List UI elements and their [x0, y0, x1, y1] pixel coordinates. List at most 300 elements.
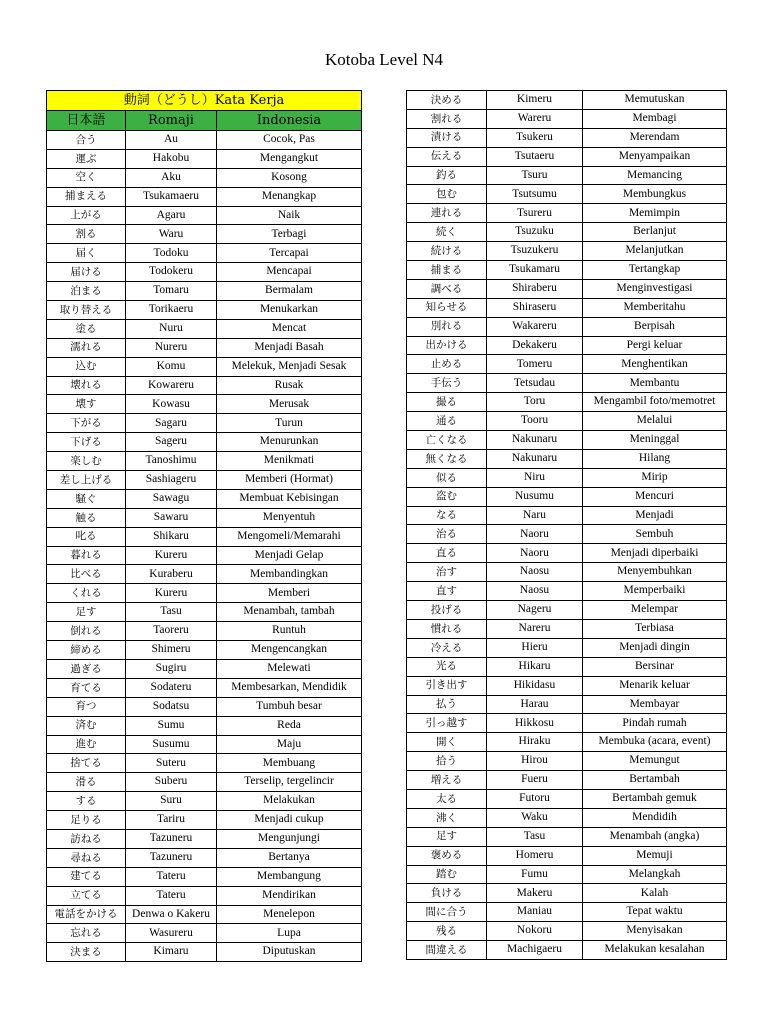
indonesia-cell: Tertangkap	[583, 261, 727, 280]
indonesia-cell: Membuka (acara, event)	[583, 733, 727, 752]
indonesia-cell: Memutuskan	[583, 91, 727, 110]
table-row	[407, 317, 727, 336]
japanese-cell: 触る	[47, 508, 126, 527]
indonesia-cell: Merusak	[217, 395, 362, 414]
indonesia-cell: Menyentuh	[217, 508, 362, 527]
romaji-cell: Susumu	[126, 735, 217, 754]
romaji-cell: Dekakeru	[487, 336, 583, 355]
romaji-cell: Hikkosu	[487, 714, 583, 733]
romaji-cell: Wasureru	[126, 924, 217, 943]
table-row	[47, 754, 362, 773]
table-row	[407, 449, 727, 468]
japanese-cell: 太る	[407, 789, 487, 808]
japanese-cell: 負ける	[407, 884, 487, 903]
japanese-cell: 伝える	[407, 147, 487, 166]
japanese-cell: 壊す	[47, 395, 126, 414]
indonesia-cell: Mengomeli/Memarahi	[217, 527, 362, 546]
indonesia-cell: Maju	[217, 735, 362, 754]
japanese-cell: なる	[407, 506, 487, 525]
table-row	[47, 244, 362, 263]
table-row	[407, 506, 727, 525]
romaji-cell: Aku	[126, 168, 217, 187]
japanese-cell: 拾う	[407, 752, 487, 771]
japanese-cell: 下がる	[47, 414, 126, 433]
table-row	[47, 546, 362, 565]
indonesia-cell: Melekuk, Menjadi Sesak	[217, 357, 362, 376]
japanese-cell: 増える	[407, 771, 487, 790]
romaji-cell: Tomaru	[126, 282, 217, 301]
japanese-cell: 差し上げる	[47, 471, 126, 490]
japanese-cell: 治る	[407, 525, 487, 544]
romaji-cell: Tazuneru	[126, 829, 217, 848]
table-row	[47, 641, 362, 660]
romaji-cell: Hikaru	[487, 657, 583, 676]
japanese-cell: 治す	[407, 563, 487, 582]
japanese-cell: 騒ぐ	[47, 489, 126, 508]
japanese-cell: 届ける	[47, 263, 126, 282]
japanese-cell: 立てる	[47, 886, 126, 905]
indonesia-cell: Mengunjungi	[217, 829, 362, 848]
table-row	[47, 905, 362, 924]
indonesia-cell: Tepat waktu	[583, 903, 727, 922]
table-row	[407, 922, 727, 941]
table-row	[407, 789, 727, 808]
table-row	[47, 584, 362, 603]
romaji-cell: Au	[126, 131, 217, 150]
japanese-cell: 間違える	[407, 941, 487, 960]
table-row	[407, 279, 727, 298]
romaji-cell: Hieru	[487, 638, 583, 657]
indonesia-cell: Membuat Kebisingan	[217, 489, 362, 508]
japanese-cell: 込む	[47, 357, 126, 376]
romaji-cell: Tetsudau	[487, 374, 583, 393]
table-row	[47, 471, 362, 490]
japanese-cell: 払う	[407, 695, 487, 714]
romaji-cell: Agaru	[126, 206, 217, 225]
indonesia-cell: Membagi	[583, 109, 727, 128]
table-row	[47, 452, 362, 471]
japanese-cell: 褒める	[407, 846, 487, 865]
table-row	[407, 204, 727, 223]
indonesia-cell: Hilang	[583, 449, 727, 468]
group-header-row	[47, 91, 362, 111]
romaji-cell: Kowasu	[126, 395, 217, 414]
indonesia-cell: Menjadi diperbaiki	[583, 544, 727, 563]
romaji-cell: Kowareru	[126, 376, 217, 395]
romaji-cell: Tanoshimu	[126, 452, 217, 471]
romaji-cell: Sugiru	[126, 659, 217, 678]
indonesia-cell: Menambah (angka)	[583, 827, 727, 846]
japanese-cell: 出かける	[407, 336, 487, 355]
table-row	[407, 431, 727, 450]
table-row	[407, 582, 727, 601]
vocab-table-left	[46, 90, 362, 962]
table-row	[407, 525, 727, 544]
japanese-cell: 倒れる	[47, 622, 126, 641]
table-row	[47, 131, 362, 150]
romaji-cell: Waku	[487, 808, 583, 827]
japanese-cell: 届く	[47, 244, 126, 263]
romaji-cell: Tazuneru	[126, 848, 217, 867]
romaji-cell: Niru	[487, 468, 583, 487]
japanese-cell: 割れる	[407, 109, 487, 128]
romaji-cell: Kureru	[126, 546, 217, 565]
japanese-cell: 運ぶ	[47, 149, 126, 168]
japanese-cell: くれる	[47, 584, 126, 603]
romaji-cell: Nakunaru	[487, 449, 583, 468]
romaji-cell: Komu	[126, 357, 217, 376]
table-row	[47, 489, 362, 508]
table-row	[407, 827, 727, 846]
japanese-cell: 無くなる	[407, 449, 487, 468]
romaji-cell: Homeru	[487, 846, 583, 865]
japanese-cell: 決める	[407, 91, 487, 110]
indonesia-cell: Membandingkan	[217, 565, 362, 584]
romaji-cell: Kimaru	[126, 943, 217, 962]
indonesia-cell: Runtuh	[217, 622, 362, 641]
table-row	[407, 147, 727, 166]
romaji-cell: Hakobu	[126, 149, 217, 168]
romaji-cell: Makeru	[487, 884, 583, 903]
indonesia-cell: Meninggal	[583, 431, 727, 450]
japanese-cell: 光る	[407, 657, 487, 676]
indonesia-cell: Tumbuh besar	[217, 697, 362, 716]
romaji-cell: Futoru	[487, 789, 583, 808]
indonesia-cell: Memancing	[583, 166, 727, 185]
table-row	[47, 149, 362, 168]
romaji-cell: Tsuru	[487, 166, 583, 185]
table-row	[407, 261, 727, 280]
japanese-cell: 盗む	[407, 487, 487, 506]
table-row	[47, 338, 362, 357]
indonesia-cell: Merendam	[583, 128, 727, 147]
indonesia-cell: Diputuskan	[217, 943, 362, 962]
japanese-cell: 比べる	[47, 565, 126, 584]
japanese-cell: 知らせる	[407, 298, 487, 317]
indonesia-cell: Menghentikan	[583, 355, 727, 374]
japanese-cell: 沸く	[407, 808, 487, 827]
romaji-cell: Tsukeru	[487, 128, 583, 147]
indonesia-cell: Membangung	[217, 867, 362, 886]
japanese-cell: 続く	[407, 223, 487, 242]
japanese-cell: 調べる	[407, 279, 487, 298]
japanese-cell: 下げる	[47, 433, 126, 452]
romaji-cell: Todokeru	[126, 263, 217, 282]
romaji-cell: Sageru	[126, 433, 217, 452]
indonesia-cell: Membantu	[583, 374, 727, 393]
romaji-cell: Tsuzuku	[487, 223, 583, 242]
indonesia-cell: Memberitahu	[583, 298, 727, 317]
japanese-cell: 投げる	[407, 601, 487, 620]
romaji-cell: Nareru	[487, 619, 583, 638]
column-header-indonesia: Indonesia	[217, 111, 362, 131]
table-row	[407, 223, 727, 242]
indonesia-cell: Mencuri	[583, 487, 727, 506]
indonesia-cell: Menyampaikan	[583, 147, 727, 166]
indonesia-cell: Mencapai	[217, 263, 362, 282]
indonesia-cell: Menangkap	[217, 187, 362, 206]
romaji-cell: Fumu	[487, 865, 583, 884]
romaji-cell: Tasu	[487, 827, 583, 846]
indonesia-cell: Cocok, Pas	[217, 131, 362, 150]
indonesia-cell: Terselip, tergelincir	[217, 773, 362, 792]
japanese-cell: 泊まる	[47, 282, 126, 301]
table-row	[407, 657, 727, 676]
romaji-cell: Nusumu	[487, 487, 583, 506]
table-row	[47, 773, 362, 792]
indonesia-cell: Melalui	[583, 412, 727, 431]
table-row	[47, 886, 362, 905]
table-row	[407, 752, 727, 771]
romaji-cell: Nureru	[126, 338, 217, 357]
japanese-cell: 滑る	[47, 773, 126, 792]
indonesia-cell: Menurunkan	[217, 433, 362, 452]
indonesia-cell: Menjadi	[583, 506, 727, 525]
indonesia-cell: Menyisakan	[583, 922, 727, 941]
japanese-cell: 撮る	[407, 393, 487, 412]
romaji-cell: Toru	[487, 393, 583, 412]
romaji-cell: Taoreru	[126, 622, 217, 641]
romaji-cell: Machigaeru	[487, 941, 583, 960]
japanese-cell: 濡れる	[47, 338, 126, 357]
indonesia-cell: Memberi	[217, 584, 362, 603]
romaji-cell: Hikidasu	[487, 676, 583, 695]
indonesia-cell: Berpisah	[583, 317, 727, 336]
indonesia-cell: Rusak	[217, 376, 362, 395]
table-row	[407, 695, 727, 714]
table-row	[407, 355, 727, 374]
indonesia-cell: Pindah rumah	[583, 714, 727, 733]
indonesia-cell: Memuji	[583, 846, 727, 865]
japanese-cell: 足す	[407, 827, 487, 846]
table-row	[47, 943, 362, 962]
table-row	[407, 846, 727, 865]
romaji-cell: Naosu	[487, 582, 583, 601]
japanese-cell: 建てる	[47, 867, 126, 886]
indonesia-cell: Memberi (Hormat)	[217, 471, 362, 490]
japanese-cell: 取り替える	[47, 301, 126, 320]
japanese-cell: 止める	[407, 355, 487, 374]
indonesia-cell: Bertambah	[583, 771, 727, 790]
indonesia-cell: Mengangkut	[217, 149, 362, 168]
japanese-cell: 引き出す	[407, 676, 487, 695]
romaji-cell: Shikaru	[126, 527, 217, 546]
romaji-cell: Nageru	[487, 601, 583, 620]
table-row	[47, 527, 362, 546]
romaji-cell: Kimeru	[487, 91, 583, 110]
indonesia-cell: Mirip	[583, 468, 727, 487]
romaji-cell: Naru	[487, 506, 583, 525]
romaji-cell: Nakunaru	[487, 431, 583, 450]
japanese-cell: 残る	[407, 922, 487, 941]
indonesia-cell: Menginvestigasi	[583, 279, 727, 298]
table-row	[47, 319, 362, 338]
table-row	[407, 771, 727, 790]
japanese-cell: 進む	[47, 735, 126, 754]
indonesia-cell: Bersinar	[583, 657, 727, 676]
romaji-cell: Tsutsumu	[487, 185, 583, 204]
table-row	[47, 565, 362, 584]
romaji-cell: Shiraseru	[487, 298, 583, 317]
japanese-cell: 空く	[47, 168, 126, 187]
column-header-row	[47, 111, 362, 131]
japanese-cell: 似る	[407, 468, 487, 487]
romaji-cell: Suru	[126, 792, 217, 811]
table-row	[47, 206, 362, 225]
japanese-cell: 踏む	[407, 865, 487, 884]
japanese-cell: 電話をかける	[47, 905, 126, 924]
column-header-japanese: 日本語	[47, 111, 126, 131]
japanese-cell: 通る	[407, 412, 487, 431]
indonesia-cell: Menelepon	[217, 905, 362, 924]
indonesia-cell: Memungut	[583, 752, 727, 771]
japanese-cell: 間に合う	[407, 903, 487, 922]
japanese-cell: 連れる	[407, 204, 487, 223]
indonesia-cell: Naik	[217, 206, 362, 225]
romaji-cell: Maniau	[487, 903, 583, 922]
japanese-cell: 捨てる	[47, 754, 126, 773]
table-row	[47, 792, 362, 811]
table-row	[407, 619, 727, 638]
japanese-cell: 塗る	[47, 319, 126, 338]
romaji-cell: Nuru	[126, 319, 217, 338]
indonesia-cell: Melanjutkan	[583, 242, 727, 261]
table-row	[47, 716, 362, 735]
japanese-cell: 直る	[407, 544, 487, 563]
romaji-cell: Tsuzukeru	[487, 242, 583, 261]
japanese-cell: 過ぎる	[47, 659, 126, 678]
indonesia-cell: Menikmati	[217, 452, 362, 471]
table-row	[47, 508, 362, 527]
romaji-cell: Denwa o Kakeru	[126, 905, 217, 924]
japanese-cell: する	[47, 792, 126, 811]
romaji-cell: Tateru	[126, 886, 217, 905]
indonesia-cell: Melangkah	[583, 865, 727, 884]
romaji-cell: Shimeru	[126, 641, 217, 660]
japanese-cell: 足りる	[47, 811, 126, 830]
indonesia-cell: Mengencangkan	[217, 641, 362, 660]
table-row	[47, 357, 362, 376]
japanese-cell: 釣る	[407, 166, 487, 185]
table-row	[47, 848, 362, 867]
romaji-cell: Tsureru	[487, 204, 583, 223]
romaji-cell: Tomeru	[487, 355, 583, 374]
japanese-cell: 捕まる	[407, 261, 487, 280]
indonesia-cell: Terbiasa	[583, 619, 727, 638]
romaji-cell: Fueru	[487, 771, 583, 790]
table-row	[407, 242, 727, 261]
indonesia-cell: Menyembuhkan	[583, 563, 727, 582]
romaji-cell: Shiraberu	[487, 279, 583, 298]
table-row	[407, 128, 727, 147]
japanese-cell: 忘れる	[47, 924, 126, 943]
indonesia-cell: Mencat	[217, 319, 362, 338]
romaji-cell: Tasu	[126, 603, 217, 622]
indonesia-cell: Tercapai	[217, 244, 362, 263]
table-row	[47, 263, 362, 282]
table-row	[47, 225, 362, 244]
table-row	[407, 865, 727, 884]
japanese-cell: 楽しむ	[47, 452, 126, 471]
indonesia-cell: Melakukan	[217, 792, 362, 811]
table-row	[407, 298, 727, 317]
romaji-cell: Torikaeru	[126, 301, 217, 320]
indonesia-cell: Memimpin	[583, 204, 727, 223]
table-row	[47, 433, 362, 452]
romaji-cell: Wareru	[487, 109, 583, 128]
indonesia-cell: Berlanjut	[583, 223, 727, 242]
group-header: 動詞（どうし）Kata Kerja	[47, 91, 362, 111]
table-row	[47, 659, 362, 678]
table-row	[407, 563, 727, 582]
table-row	[47, 187, 362, 206]
table-row	[47, 811, 362, 830]
indonesia-cell: Menjadi cukup	[217, 811, 362, 830]
japanese-cell: 上がる	[47, 206, 126, 225]
column-header-romaji: Romaji	[126, 111, 217, 131]
vocab-table-right	[406, 90, 727, 960]
table-row	[47, 735, 362, 754]
romaji-cell: Sawagu	[126, 489, 217, 508]
romaji-cell: Tateru	[126, 867, 217, 886]
romaji-cell: Tooru	[487, 412, 583, 431]
romaji-cell: Suteru	[126, 754, 217, 773]
indonesia-cell: Menarik keluar	[583, 676, 727, 695]
table-row	[47, 697, 362, 716]
table-row	[47, 678, 362, 697]
table-row	[407, 412, 727, 431]
romaji-cell: Sumu	[126, 716, 217, 735]
romaji-cell: Hirou	[487, 752, 583, 771]
japanese-cell: 直す	[407, 582, 487, 601]
table-row	[407, 903, 727, 922]
indonesia-cell: Melempar	[583, 601, 727, 620]
japanese-cell: 引っ越す	[407, 714, 487, 733]
japanese-cell: 別れる	[407, 317, 487, 336]
table-row	[407, 487, 727, 506]
indonesia-cell: Reda	[217, 716, 362, 735]
table-row	[47, 282, 362, 301]
indonesia-cell: Menjadi Gelap	[217, 546, 362, 565]
indonesia-cell: Lupa	[217, 924, 362, 943]
table-row	[407, 941, 727, 960]
romaji-cell: Sodateru	[126, 678, 217, 697]
table-row	[47, 924, 362, 943]
romaji-cell: Tsukamaru	[487, 261, 583, 280]
romaji-cell: Waru	[126, 225, 217, 244]
japanese-cell: 漬ける	[407, 128, 487, 147]
japanese-cell: 開く	[407, 733, 487, 752]
japanese-cell: 訪ねる	[47, 829, 126, 848]
indonesia-cell: Mendidih	[583, 808, 727, 827]
indonesia-cell: Sembuh	[583, 525, 727, 544]
japanese-cell: 割る	[47, 225, 126, 244]
romaji-cell: Tsukamaeru	[126, 187, 217, 206]
romaji-cell: Kureru	[126, 584, 217, 603]
japanese-cell: 手伝う	[407, 374, 487, 393]
japanese-cell: 育てる	[47, 678, 126, 697]
japanese-cell: 決まる	[47, 943, 126, 962]
table-row	[407, 884, 727, 903]
japanese-cell: 慣れる	[407, 619, 487, 638]
romaji-cell: Harau	[487, 695, 583, 714]
japanese-cell: 済む	[47, 716, 126, 735]
table-row	[47, 168, 362, 187]
indonesia-cell: Kosong	[217, 168, 362, 187]
indonesia-cell: Membuang	[217, 754, 362, 773]
indonesia-cell: Membungkus	[583, 185, 727, 204]
japanese-cell: 亡くなる	[407, 431, 487, 450]
